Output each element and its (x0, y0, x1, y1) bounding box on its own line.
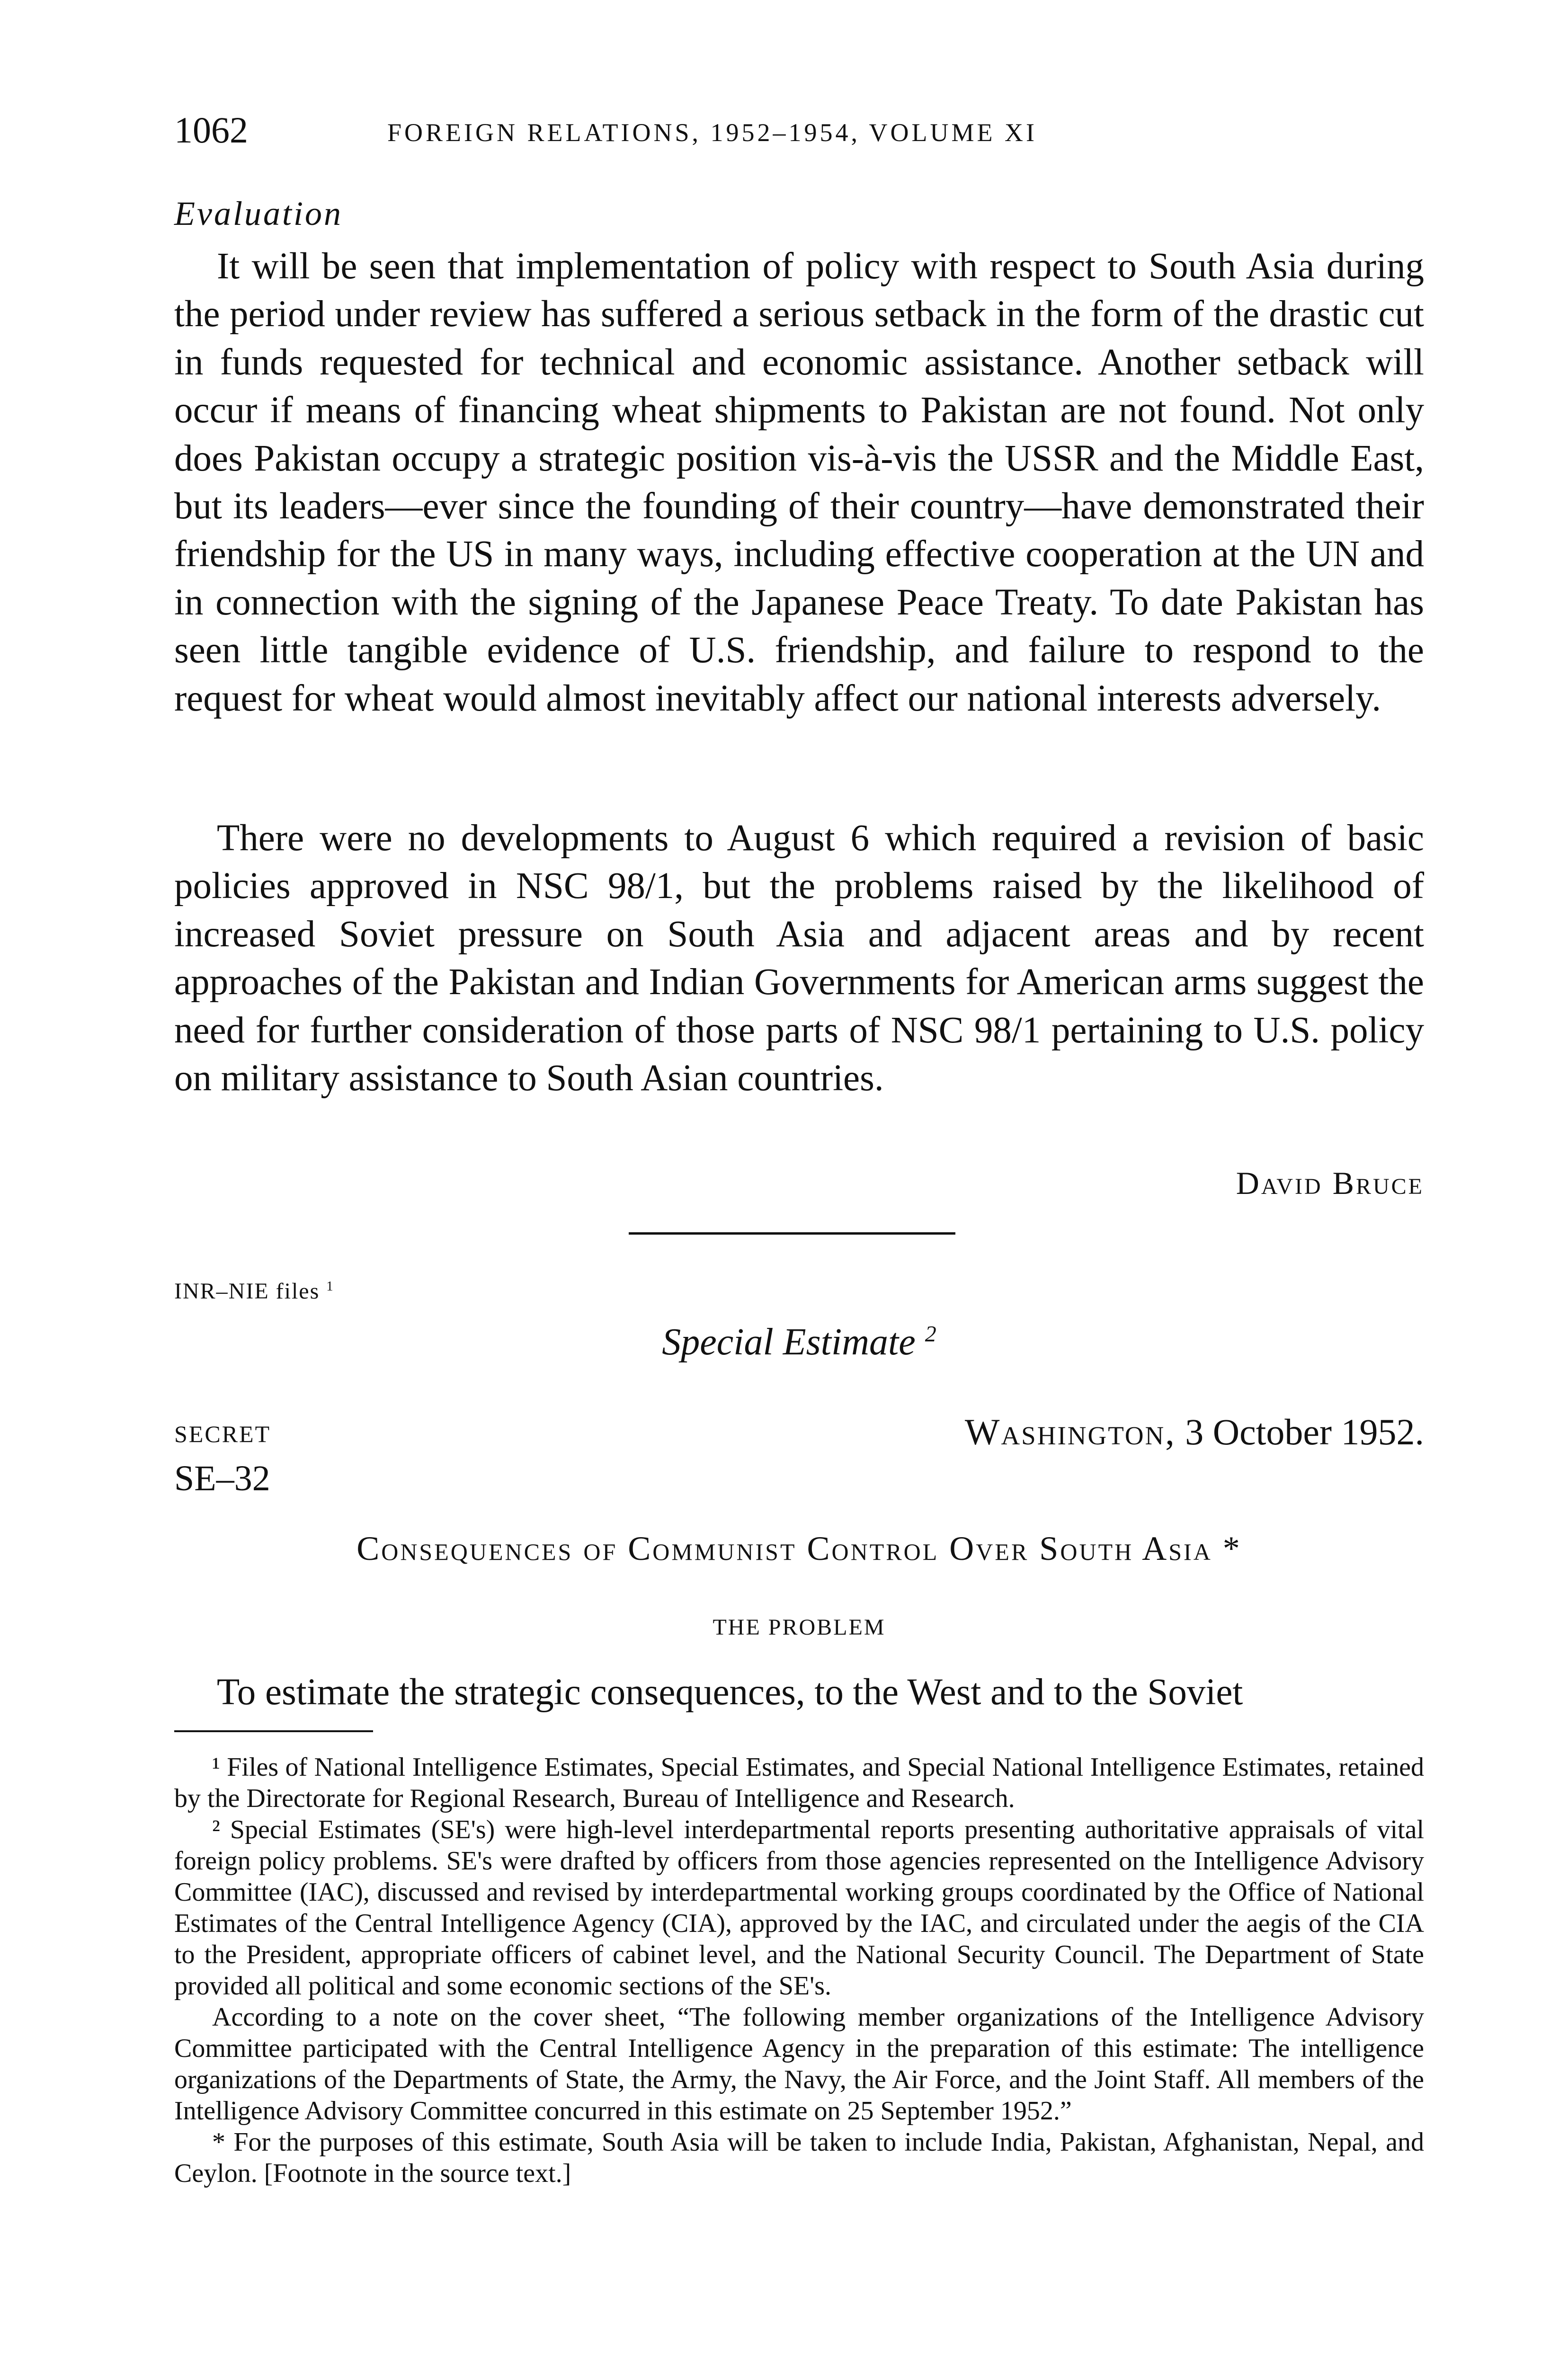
estimate-title: Consequences of Communist Control Over South Asia * (356, 1530, 1242, 1567)
document-title (174, 1321, 1424, 1364)
footnote-marker: 1 (326, 1279, 334, 1294)
footnotes (174, 1752, 1424, 2189)
body-paragraph: It will be seen that implementation of policy with respect to South Asia during the period under review has suffered a serious setback in the form of the drastic cut in funds requested for technical and economic assistance. Another setback will occur if means of financing wheat shipments to Pakistan are not found. Not only does Pakistan occupy a strategic position vis-à-vis the USSR and the Middle East, but its leaders—ever since the founding of their country—have demonstrated their friendship for the US in many ways, including effective cooperation at the UN and in connection with the signing of the Japanese Peace Treaty. To date Pakistan has seen little tangible evidence of U.S. friendship, and failure to respond to the request for wheat would almost inevitably affect our national interests adversely. (174, 246, 1424, 719)
section-divider (629, 1232, 955, 1235)
dateline (965, 1411, 1424, 1453)
document-title-text: Special Estimate (662, 1321, 916, 1363)
dateline-date: 3 October 1952. (1185, 1411, 1424, 1452)
document-number: SE–32 (174, 1459, 270, 1498)
footnote-marker: 2 (925, 1321, 936, 1347)
dateline-place: Washington, (964, 1411, 1176, 1452)
problem-text: To estimate the strategic consequences, to the West and to the Soviet (217, 1672, 1243, 1713)
page-header (174, 109, 1424, 151)
footnote-divider (174, 1730, 373, 1732)
section-heading-evaluation: Evaluation (174, 195, 343, 232)
document-page (174, 0, 1424, 2367)
page-number: 1062 (174, 109, 248, 151)
signature: David Bruce (1236, 1165, 1424, 1201)
footnote: * For the purposes of this estimate, South Asia will be taken to include India, Pakistan, Afghanistan, Nepal, and Ceylon. [Footnote in the source text.] (174, 2127, 1424, 2188)
footnote: ² Special Estimates (SE's) were high-level interdepartmental reports presenting authoritative appraisals of vital foreign policy problems. SE's were drafted by officers from those agencies represented on the Intelligence Advisory Committee (IAC), discussed and revised by interdepartmental working groups coordinated by the Office of National Estimates of the Central Intelligence Agency (CIA), approved by the IAC, and circulated under the aegis of the CIA to the President, appropriate officers of cabinet level, and the National Security Council. The Department of State provided all political and some economic sections of the SE's. (174, 1815, 1424, 2001)
footnote: ¹ Files of National Intelligence Estimates, Special Estimates, and Special National Intelligence Estimates, retained by the Directorate for Regional Research, Bureau of Intelligence and Research. (174, 1753, 1424, 1813)
source-text: INR–NIE files (174, 1279, 320, 1304)
running-head: FOREIGN RELATIONS, 1952–1954, VOLUME XI (387, 118, 1037, 147)
problem-heading: THE PROBLEM (713, 1615, 886, 1640)
source-citation (174, 1278, 334, 1304)
body-paragraph: There were no developments to August 6 which required a revision of basic policies approved in NSC 98/1, but the problems raised by the likelihood of increased Soviet pressure on South Asia and adjacent areas and by recent approaches of the Pakistan and Indian Governments for American arms suggest the need for further consideration of those parts of NSC 98/1 pertaining to U.S. policy on military assistance to South Asian countries. (174, 818, 1424, 1099)
classification-label: SECRET (174, 1421, 271, 1447)
footnote: According to a note on the cover sheet, “The following member organizations of the Intelligence Advisory Committee participated with the Central Intelligence Agency in the preparation of this estimate: The intelligence organizations of the Departments of State, the Army, the Navy, the Air Force, and the Joint Staff. All members of the Intelligence Advisory Committee concurred in this estimate on 25 September 1952.” (174, 2002, 1424, 2126)
